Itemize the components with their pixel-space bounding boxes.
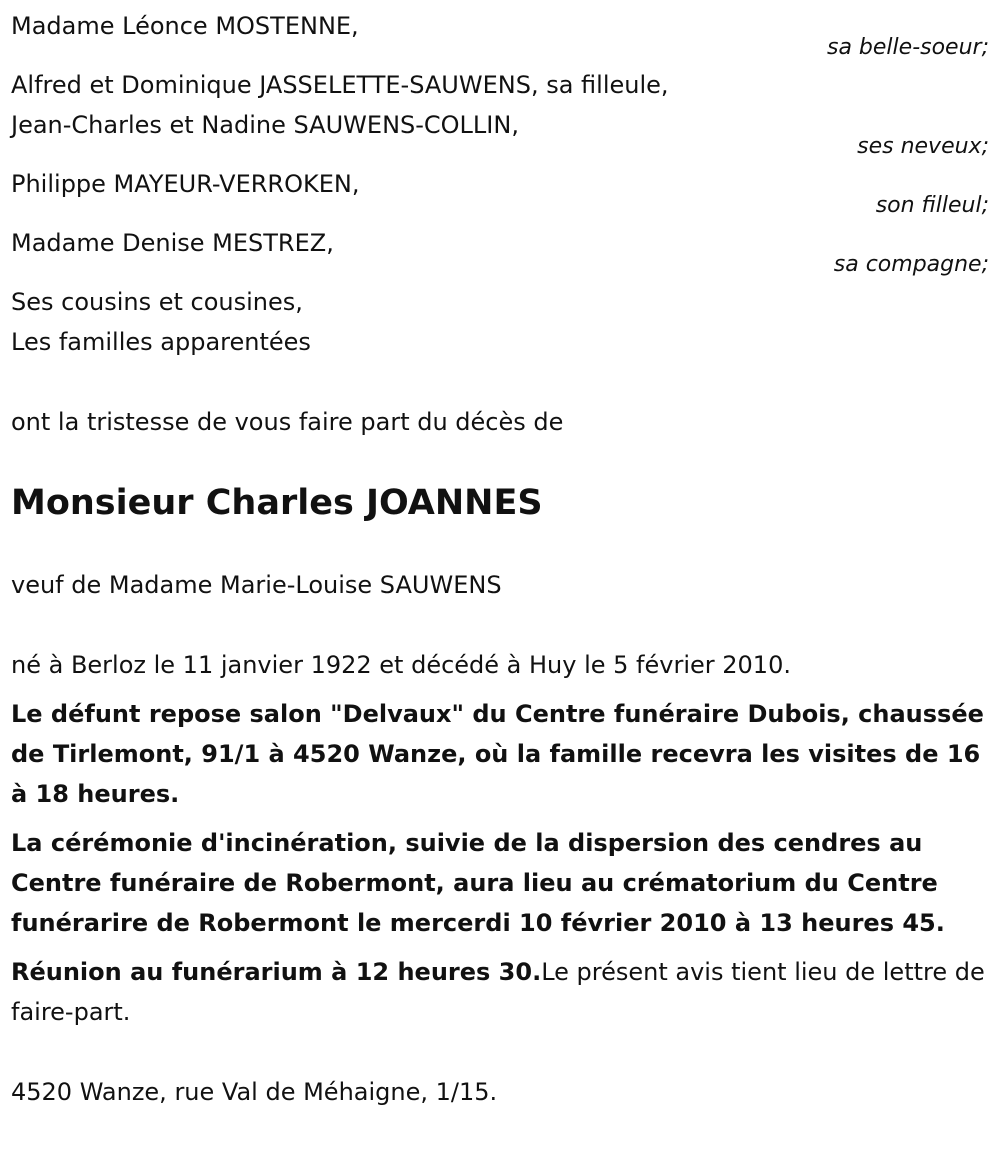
rest-info-paragraph: Le défunt repose salon "Delvaux" du Centre funéraire Dubois, chaussée de Tirlemont, 91/1 à 4520 Wanze, où la famille recevra les visites de 16 à 18 heures. (11, 700, 984, 808)
relation-label: sa belle-soeur; (827, 35, 989, 60)
relation-label: sa compagne; (833, 252, 989, 277)
family-member-line: Madame Léonce MOSTENNE, (11, 12, 359, 40)
notice-validity-text: Le présent avis tient lieu de lettre de faire-part. (11, 958, 985, 1026)
ceremony-paragraph: La cérémonie d'incinération, suivie de la dispersion des cendres au Centre funéraire de Robermont, aura lieu au crématorium du Centre funérarire de Robermont le mercerdi 10 février 2010 à 13 heures 45. (11, 829, 945, 937)
meeting-paragraph (11, 952, 989, 1032)
family-member-line: Alfred et Dominique JASSELETTE-SAUWENS, sa filleule, (11, 71, 669, 99)
family-member-line: Jean-Charles et Nadine SAUWENS-COLLIN, (11, 111, 519, 139)
other-relatives-line: Les familles apparentées (11, 328, 311, 356)
widower-of-text: veuf de Madame Marie-Louise SAUWENS (11, 571, 502, 599)
address-text: 4520 Wanze, rue Val de Méhaigne, 1/15. (11, 1078, 498, 1106)
other-relatives-line: Ses cousins et cousines, (11, 288, 303, 316)
family-member-line: Madame Denise MESTREZ, (11, 229, 334, 257)
announcement-text: ont la tristesse de vous faire part du décès de (11, 408, 564, 436)
family-group-4 (11, 223, 989, 276)
meeting-time-text: Réunion au funérarium à 12 heures 30. (11, 958, 542, 986)
death-notice (11, 0, 989, 1112)
family-member-line: Philippe MAYEUR-VERROKEN, (11, 170, 360, 198)
birth-death-text: né à Berloz le 11 janvier 1922 et décédé à Huy le 5 février 2010. (11, 651, 791, 679)
family-group-3 (11, 164, 989, 217)
relation-label: ses neveux; (857, 134, 989, 159)
family-group-2 (11, 65, 989, 158)
relation-label: son filleul; (875, 193, 989, 218)
family-group-1 (11, 6, 989, 59)
deceased-name: Monsieur Charles JOANNES (11, 483, 543, 523)
